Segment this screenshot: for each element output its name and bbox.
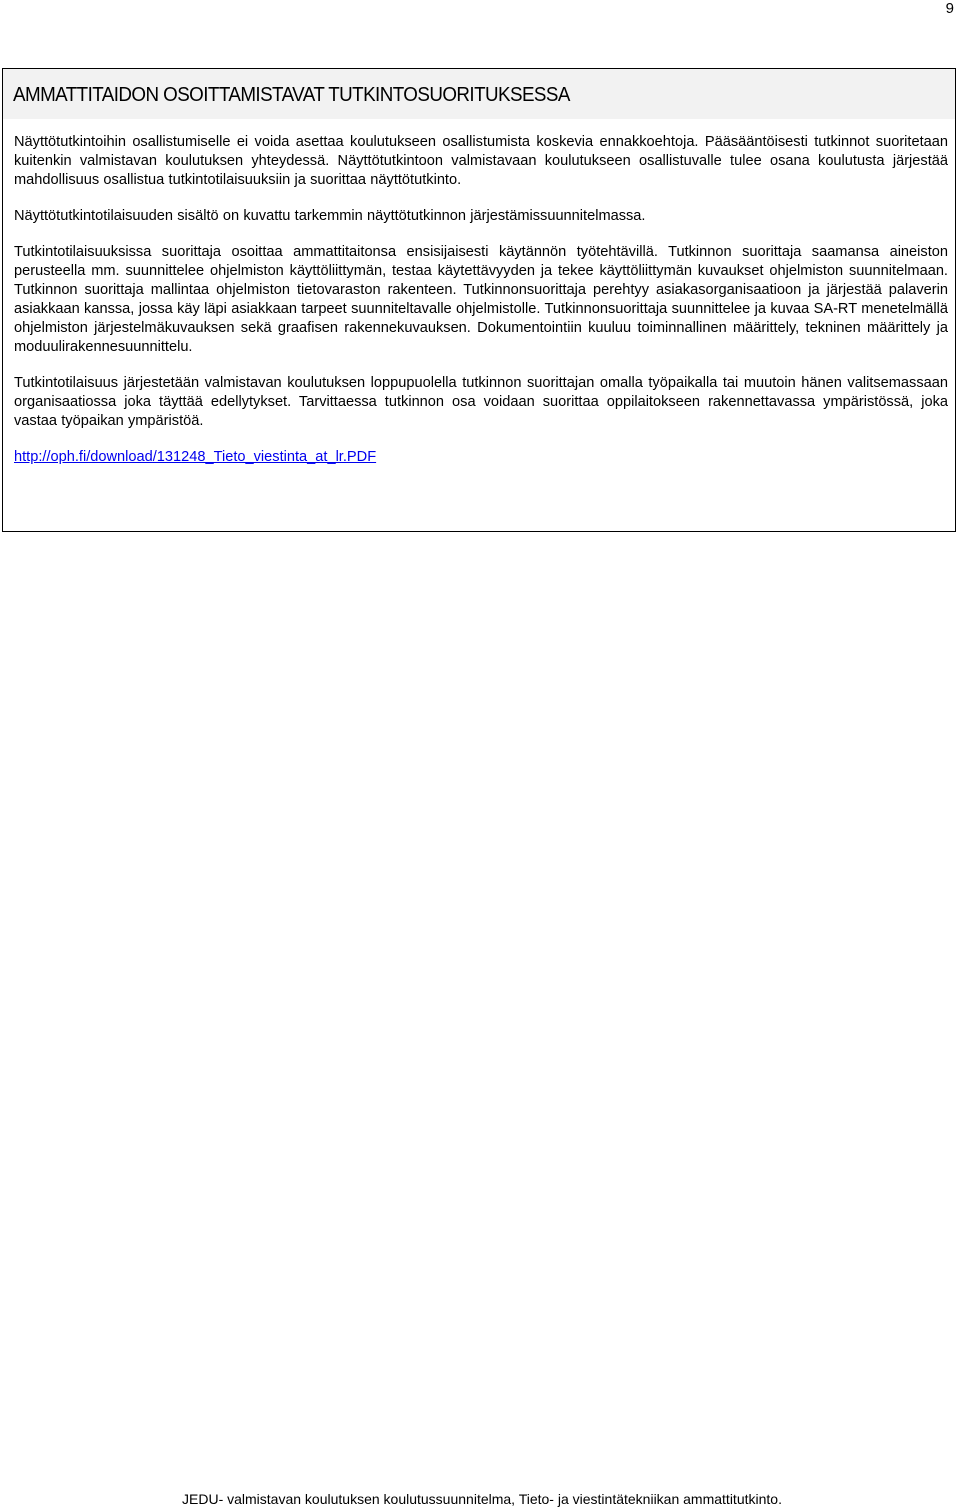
section-box [2, 68, 956, 532]
paragraph-demonstration-tasks: Tutkintotilaisuuksissa suorittaja osoittaa ammattitaitonsa ensisijaisesti käytännön työtehtävillä. Tutkinnon suorittaja saamansa aineiston perusteella mm. suunnittelee ohjelmiston käyttöliittymän, testaa käytettävyyden ja tekee käyttöliittymän kuvaukset ohjelmiston suunnitelmaan. Tutkinnon suorittaja mallintaa ohjelmiston tietovaraston rakenteen. Tutkinnonsuorittaja perehtyy asiakasorganisaatioon ja järjestää palaverin asiakkaan kanssa, jossa käy läpi asiakkaan tarpeet suunniteltavalle ohjelmistolle. Tutkinnonsuorittaja suunnittelee ja kuvaa SA-RT menetelmällä ohjelmiston järjestelmäkuvauksen sekä graafisen rakennekuvauksen. Dokumentointiin kuuluu toiminnallinen määrittely, tekninen määrittely ja moduulirakennesuunnittelu. [14, 244, 948, 355]
page-number: 9 [945, 0, 954, 17]
reference-link-paragraph [14, 448, 948, 467]
section-body [14, 133, 948, 467]
paragraph-prerequisites: Näyttötutkintoihin osallistumiselle ei voida asettaa koulutukseen osallistumista koskevia ennakkoehtoja. Pääsääntöisesti tutkinnot suoritetaan kuitenkin valmistavan koulutuksen yhteydessä. Näyttötutkintoon valmistavaan koulutukseen osallistuvalle tulee osana koulutusta järjestää mahdollisuus osallistua tutkintotilaisuuksiin ja suorittaa näyttötutkinto. [14, 134, 948, 188]
page-footer: JEDU- valmistavan koulutuksen koulutussuunnitelma, Tieto- ja viestintätekniikan ammattitutkinto. [182, 1491, 782, 1507]
reference-link[interactable]: http://oph.fi/download/131248_Tieto_viestinta_at_lr.PDF [14, 449, 377, 465]
paragraph-venue: Tutkintotilaisuus järjestetään valmistavan koulutuksen loppupuolella tutkinnon suorittajan omalla työpaikalla tai muutoin hänen valitsemassaan organisaatiossa joka täyttää edellytykset. Tarvittaessa tutkinnon osa voidaan suorittaa oppilaitokseen rakennettavassa ympäristössä, joka vastaa työpaikan ympäristöä. [14, 375, 948, 429]
section-title: AMMATTITAIDON OSOITTAMISTAVAT TUTKINTOSUORITUKSESSA [13, 84, 570, 106]
section-header [3, 69, 955, 119]
paragraph-content-reference: Näyttötutkintotilaisuuden sisältö on kuvattu tarkemmin näyttötutkinnon järjestämissuunnitelmassa. [14, 208, 646, 224]
